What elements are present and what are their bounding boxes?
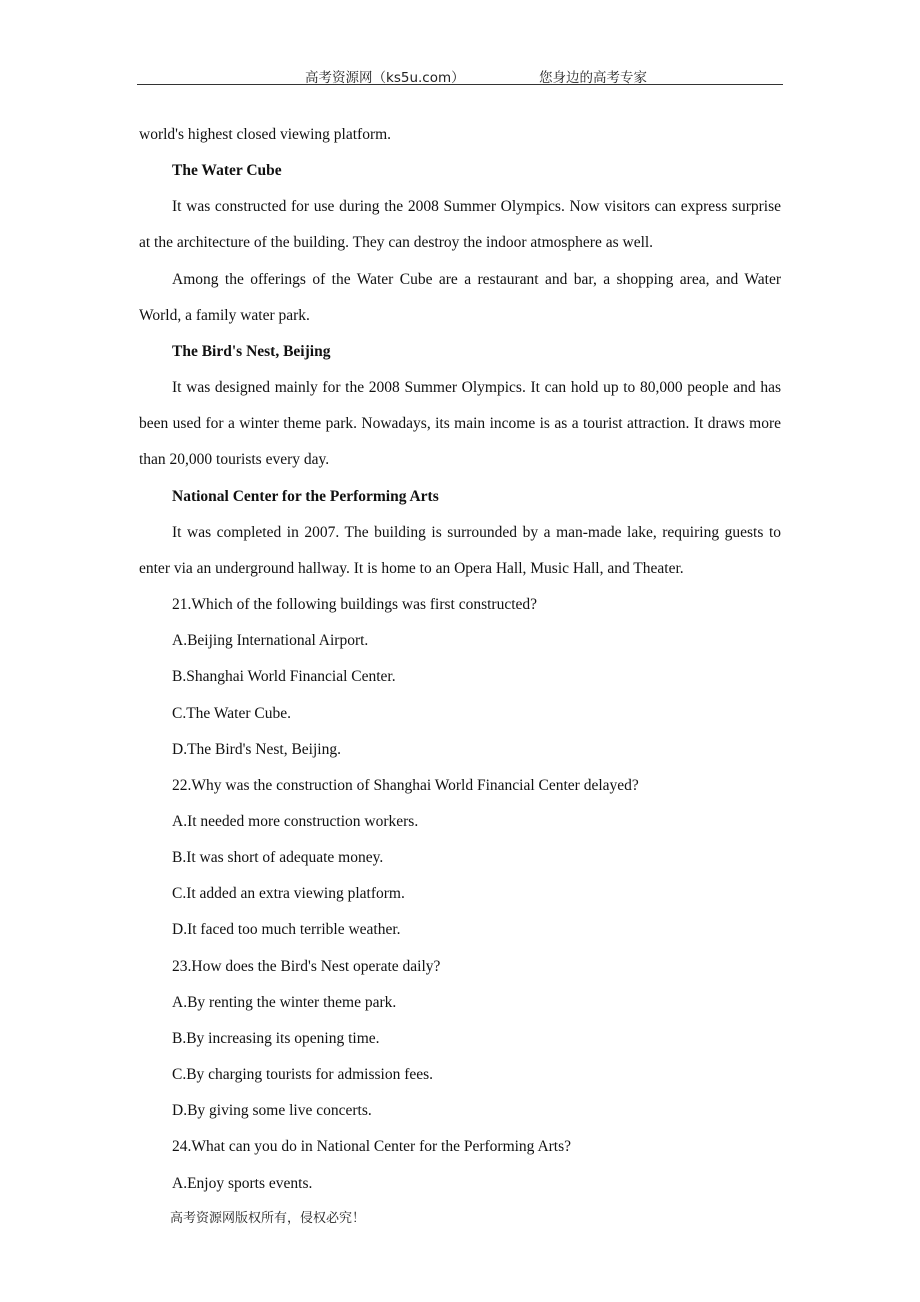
section-heading: The Water Cube bbox=[172, 162, 282, 180]
document-body bbox=[139, 117, 781, 1202]
answer-option: A.Beijing International Airport. bbox=[172, 632, 369, 650]
answer-option: B.By increasing its opening time. bbox=[172, 1029, 380, 1047]
section-heading: National Center for the Performing Arts bbox=[172, 487, 439, 505]
answer-option: C.The Water Cube. bbox=[172, 704, 291, 722]
section-paragraph: Among the offerings of the Water Cube are a restaurant and bar, a shopping area, and Water World, a family water park. bbox=[139, 270, 781, 324]
answer-option: D.The Bird's Nest, Beijing. bbox=[172, 740, 341, 758]
question-stem: 22.Why was the construction of Shanghai World Financial Center delayed? bbox=[172, 776, 639, 794]
question-stem: 24.What can you do in National Center for the Performing Arts? bbox=[172, 1138, 572, 1156]
answer-option: C.By charging tourists for admission fees. bbox=[172, 1066, 434, 1084]
answer-option: D.It faced too much terrible weather. bbox=[172, 921, 401, 939]
section-paragraph: It was constructed for use during the 2008 Summer Olympics. Now visitors can express surprise at the architecture of the building. They can destroy the indoor atmosphere as well. bbox=[139, 198, 781, 252]
header-site-name: 高考资源网（ks5u.com） bbox=[305, 70, 465, 86]
question-stem: 23.How does the Bird's Nest operate daily? bbox=[172, 957, 441, 975]
answer-option: D.By giving some live concerts. bbox=[172, 1102, 372, 1120]
answer-option: B.It was short of adequate money. bbox=[172, 849, 384, 867]
section-heading: The Bird's Nest, Beijing bbox=[172, 342, 331, 360]
header-slogan: 您身边的高考专家 bbox=[539, 70, 647, 86]
header-divider bbox=[137, 84, 783, 85]
answer-option: A.It needed more construction workers. bbox=[172, 812, 419, 830]
page-header bbox=[137, 62, 783, 84]
answer-option: B.Shanghai World Financial Center. bbox=[172, 668, 396, 686]
page-footer: 高考资源网版权所有，侵权必究！ bbox=[170, 1211, 366, 1226]
section-paragraph: It was designed mainly for the 2008 Summer Olympics. It can hold up to 80,000 people and has been used for a winter theme park. Nowadays, its main income is as a tourist attraction. It draws more than 20,000 tourists every day. bbox=[139, 379, 781, 469]
answer-option: A.By renting the winter theme park. bbox=[172, 993, 397, 1011]
answer-option: A.Enjoy sports events. bbox=[172, 1174, 313, 1192]
section-paragraph: It was completed in 2007. The building is surrounded by a man-made lake, requiring guests to enter via an underground hallway. It is home to an Opera Hall, Music Hall, and Theater. bbox=[139, 523, 781, 577]
answer-option: C.It added an extra viewing platform. bbox=[172, 885, 405, 903]
continuation-text: world's highest closed viewing platform. bbox=[139, 126, 392, 143]
question-stem: 21.Which of the following buildings was first constructed? bbox=[172, 596, 538, 614]
